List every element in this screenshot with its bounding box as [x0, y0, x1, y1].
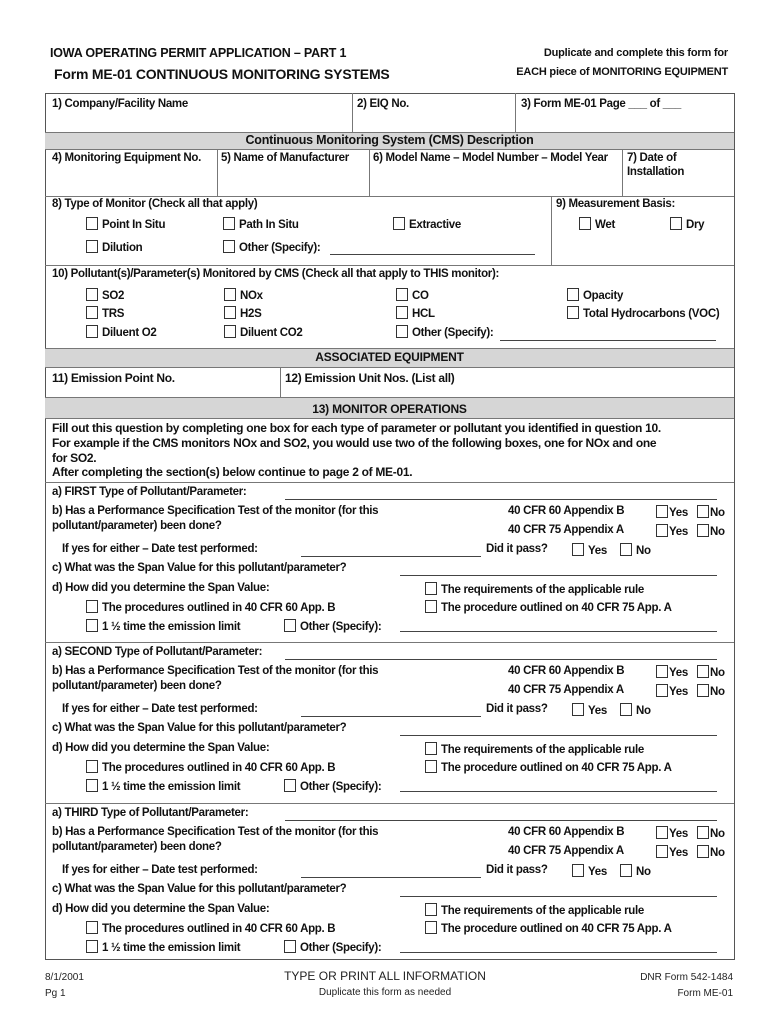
- pst-question: b) Has a Performance Specification Test of the monitor (for this: [52, 665, 379, 677]
- checkbox-icon[interactable]: [656, 665, 668, 678]
- checkbox-icon[interactable]: [86, 921, 98, 934]
- model-field[interactable]: 6) Model Name – Model Number – Model Year: [373, 152, 608, 164]
- associated-heading: ASSOCIATED EQUIPMENT: [315, 350, 464, 364]
- checkbox-icon[interactable]: [425, 582, 437, 595]
- checkbox-icon[interactable]: [86, 940, 98, 953]
- checkbox-icon[interactable]: [656, 505, 668, 518]
- span-value-label: c) What was the Span Value for this pollutant/parameter?: [52, 722, 347, 734]
- checkbox-icon[interactable]: [284, 619, 296, 632]
- span-other-input[interactable]: [400, 631, 717, 632]
- checkbox-path-in-situ[interactable]: Path In Situ: [223, 217, 299, 231]
- install-date-label: Installation: [627, 166, 685, 178]
- pst-question: b) Has a Performance Specification Test of the monitor (for this: [52, 826, 379, 838]
- cfr75-no[interactable]: No: [697, 524, 725, 538]
- pass-yes[interactable]: Yes: [572, 864, 607, 878]
- date-test-input[interactable]: [301, 877, 481, 878]
- checkbox-extractive[interactable]: Extractive: [393, 217, 461, 231]
- footer-date: 8/1/2001: [45, 972, 84, 983]
- cfr60-no[interactable]: No: [697, 665, 725, 679]
- pollutants-label: 10) Pollutant(s)/Parameter(s) Monitored by CMS (Check all that apply to THIS monitor):: [52, 268, 500, 280]
- checkbox-icon[interactable]: [572, 543, 584, 556]
- checkbox-emission-limit[interactable]: 1 ½ time the emission limit: [86, 779, 240, 793]
- pollutant-type-label: a) FIRST Type of Pollutant/Parameter:: [52, 486, 247, 498]
- checkbox-cfr60-procedure[interactable]: The procedures outlined in 40 CFR 60 App. B: [86, 921, 335, 935]
- span-value-label: c) What was the Span Value for this pollutant/parameter?: [52, 883, 347, 895]
- duplicate-note: Duplicate and complete this form for: [543, 47, 728, 59]
- pst-question-2: pollutant/parameter) been done?: [52, 520, 222, 532]
- pass-yes[interactable]: Yes: [572, 543, 607, 557]
- checkbox-so2[interactable]: SO2: [86, 288, 124, 302]
- checkbox-icon[interactable]: [697, 684, 709, 697]
- cfr75-label: 40 CFR 75 Appendix A: [508, 524, 624, 536]
- did-pass-label: Did it pass?: [486, 703, 548, 715]
- checkbox-icon[interactable]: [86, 288, 98, 301]
- checkbox-applicable-rule[interactable]: The requirements of the applicable rule: [425, 582, 644, 596]
- checkbox-opacity[interactable]: Opacity: [567, 288, 623, 302]
- checkbox-span-other[interactable]: Other (Specify):: [284, 619, 381, 633]
- checkbox-point-in-situ[interactable]: Point In Situ: [86, 217, 165, 231]
- pass-no[interactable]: No: [620, 543, 651, 557]
- form-subtitle: Form ME-01 CONTINUOUS MONITORING SYSTEMS: [54, 66, 390, 82]
- checkbox-diluent-co2[interactable]: Diluent CO2: [224, 325, 303, 339]
- checkbox-icon[interactable]: [425, 742, 437, 755]
- cfr60-no[interactable]: No: [697, 826, 725, 840]
- span-value-input[interactable]: [400, 575, 717, 576]
- cfr60-yes[interactable]: Yes: [656, 826, 688, 840]
- checkbox-icon[interactable]: [425, 903, 437, 916]
- checkbox-icon[interactable]: [224, 325, 236, 338]
- checkbox-icon[interactable]: [86, 600, 98, 613]
- date-test-input[interactable]: [301, 556, 481, 557]
- checkbox-icon[interactable]: [620, 703, 632, 716]
- form-title: IOWA OPERATING PERMIT APPLICATION – PART 1: [50, 46, 347, 60]
- checkbox-icon[interactable]: [223, 217, 235, 230]
- checkbox-icon[interactable]: [697, 524, 709, 537]
- checkbox-icon[interactable]: [620, 864, 632, 877]
- span-other-input[interactable]: [400, 952, 717, 953]
- date-test-label: If yes for either – Date test performed:: [62, 864, 258, 876]
- checkbox-dilution[interactable]: Dilution: [86, 240, 142, 254]
- checkbox-icon[interactable]: [86, 306, 98, 319]
- checkbox-icon[interactable]: [697, 665, 709, 678]
- equipment-no-field[interactable]: 4) Monitoring Equipment No.: [52, 152, 202, 164]
- duplicate-note-2: EACH piece of MONITORING EQUIPMENT: [516, 66, 728, 78]
- checkbox-icon[interactable]: [656, 524, 668, 537]
- cfr60-yes[interactable]: Yes: [656, 505, 688, 519]
- checkbox-icon[interactable]: [567, 306, 579, 319]
- footer-instruction: TYPE OR PRINT ALL INFORMATION: [284, 969, 486, 983]
- cms-heading: Continuous Monitoring System (CMS) Description: [245, 133, 534, 147]
- pollutant-type-input[interactable]: [285, 499, 717, 500]
- operations-heading: 13) MONITOR OPERATIONS: [312, 402, 467, 416]
- pollutant-type-input[interactable]: [285, 820, 717, 821]
- checkbox-hcl[interactable]: HCL: [396, 306, 435, 320]
- checkbox-icon[interactable]: [579, 217, 591, 230]
- checkbox-icon[interactable]: [656, 684, 668, 697]
- monitor-type-label: 8) Type of Monitor (Check all that apply): [52, 198, 258, 210]
- footer-page: Pg 1: [45, 988, 66, 999]
- pst-question: b) Has a Performance Specification Test of the monitor (for this: [52, 505, 379, 517]
- pollutant-type-label: a) SECOND Type of Pollutant/Parameter:: [52, 646, 263, 658]
- checkbox-icon[interactable]: [425, 921, 437, 934]
- cfr75-no[interactable]: No: [697, 684, 725, 698]
- pst-question-2: pollutant/parameter) been done?: [52, 841, 222, 853]
- checkbox-applicable-rule[interactable]: The requirements of the applicable rule: [425, 742, 644, 756]
- footer-form-number: DNR Form 542-1484: [640, 972, 733, 983]
- checkbox-icon[interactable]: [223, 240, 235, 253]
- cfr75-label: 40 CFR 75 Appendix A: [508, 845, 624, 857]
- cfr60-yes[interactable]: Yes: [656, 665, 688, 679]
- checkbox-icon[interactable]: [697, 845, 709, 858]
- span-how-label: d) How did you determine the Span Value:: [52, 582, 270, 594]
- page-field[interactable]: 3) Form ME-01 Page ___ of ___: [521, 98, 682, 110]
- emission-point-field[interactable]: 11) Emission Point No.: [52, 371, 175, 385]
- checkbox-icon[interactable]: [86, 619, 98, 632]
- cfr75-yes[interactable]: Yes: [656, 684, 688, 698]
- span-how-label: d) How did you determine the Span Value:: [52, 903, 270, 915]
- checkbox-icon[interactable]: [656, 845, 668, 858]
- checkbox-emission-limit[interactable]: 1 ½ time the emission limit: [86, 619, 240, 633]
- checkbox-icon[interactable]: [425, 760, 437, 773]
- cfr75-label: 40 CFR 75 Appendix A: [508, 684, 624, 696]
- did-pass-label: Did it pass?: [486, 543, 548, 555]
- checkbox-icon[interactable]: [224, 306, 236, 319]
- pass-no[interactable]: No: [620, 864, 651, 878]
- checkbox-diluent-o2[interactable]: Diluent O2: [86, 325, 157, 339]
- checkbox-nox[interactable]: NOx: [224, 288, 263, 302]
- date-test-label: If yes for either – Date test performed:: [62, 543, 258, 555]
- cfr60-label: 40 CFR 60 Appendix B: [508, 665, 625, 677]
- checkbox-cfr75-procedure[interactable]: The procedure outlined on 40 CFR 75 App. A: [425, 600, 672, 614]
- checkbox-emission-limit[interactable]: 1 ½ time the emission limit: [86, 940, 240, 954]
- pollutant-type-label: a) THIRD Type of Pollutant/Parameter:: [52, 807, 249, 819]
- instructions-line: Fill out this question by completing one box for each type of parameter or pollutant you identified in question 10.: [52, 421, 661, 435]
- cfr75-yes[interactable]: Yes: [656, 524, 688, 538]
- checkbox-icon[interactable]: [572, 703, 584, 716]
- checkbox-applicable-rule[interactable]: The requirements of the applicable rule: [425, 903, 644, 917]
- cfr75-no[interactable]: No: [697, 845, 725, 859]
- checkbox-icon[interactable]: [86, 240, 98, 253]
- checkbox-icon[interactable]: [567, 288, 579, 301]
- cfr60-no[interactable]: No: [697, 505, 725, 519]
- pst-question-2: pollutant/parameter) been done?: [52, 680, 222, 692]
- checkbox-icon[interactable]: [572, 864, 584, 877]
- span-value-input[interactable]: [400, 896, 717, 897]
- checkbox-icon[interactable]: [86, 325, 98, 338]
- measurement-basis-label: 9) Measurement Basis:: [556, 198, 675, 210]
- checkbox-icon[interactable]: [86, 217, 98, 230]
- date-test-label: If yes for either – Date test performed:: [62, 703, 258, 715]
- checkbox-co[interactable]: CO: [396, 288, 429, 302]
- span-value-label: c) What was the Span Value for this pollutant/parameter?: [52, 562, 347, 574]
- manufacturer-field[interactable]: 5) Name of Manufacturer: [221, 152, 349, 164]
- type-other-input[interactable]: [330, 254, 535, 255]
- checkbox-icon[interactable]: [86, 779, 98, 792]
- instructions-line: After completing the section(s) below continue to page 2 of ME-01.: [52, 465, 413, 479]
- checkbox-icon[interactable]: [656, 826, 668, 839]
- emission-units-field[interactable]: 12) Emission Unit Nos. (List all): [285, 371, 455, 385]
- checkbox-icon[interactable]: [224, 288, 236, 301]
- instructions-line: For example if the CMS monitors NOx and SO2, you would use two of the following boxes, one for NOx and one: [52, 436, 657, 450]
- eiq-field[interactable]: 2) EIQ No.: [357, 98, 409, 110]
- cfr60-label: 40 CFR 60 Appendix B: [508, 505, 625, 517]
- instructions-line: for SO2.: [52, 451, 97, 465]
- company-field[interactable]: 1) Company/Facility Name: [52, 98, 188, 110]
- checkbox-icon[interactable]: [425, 600, 437, 613]
- checkbox-icon[interactable]: [393, 217, 405, 230]
- checkbox-icon[interactable]: [697, 505, 709, 518]
- span-other-input[interactable]: [400, 791, 717, 792]
- checkbox-icon[interactable]: [620, 543, 632, 556]
- pollutant-type-input[interactable]: [285, 659, 717, 660]
- install-date-field[interactable]: 7) Date of: [627, 152, 677, 164]
- pass-no[interactable]: No: [620, 703, 651, 717]
- checkbox-voc[interactable]: Total Hydrocarbons (VOC): [567, 306, 719, 320]
- pass-yes[interactable]: Yes: [572, 703, 607, 717]
- checkbox-icon[interactable]: [396, 288, 408, 301]
- date-test-input[interactable]: [301, 716, 481, 717]
- did-pass-label: Did it pass?: [486, 864, 548, 876]
- checkbox-icon[interactable]: [284, 940, 296, 953]
- checkbox-type-other[interactable]: Other (Specify):: [223, 240, 320, 254]
- cfr60-label: 40 CFR 60 Appendix B: [508, 826, 625, 838]
- checkbox-pollutant-other[interactable]: Other (Specify):: [396, 325, 493, 339]
- checkbox-wet[interactable]: Wet: [579, 217, 615, 231]
- checkbox-trs[interactable]: TRS: [86, 306, 124, 320]
- span-value-input[interactable]: [400, 735, 717, 736]
- checkbox-dry[interactable]: Dry: [670, 217, 704, 231]
- footer-duplicate-note: Duplicate this form as needed: [318, 987, 452, 998]
- checkbox-span-other[interactable]: Other (Specify):: [284, 779, 381, 793]
- footer-form-id: Form ME-01: [677, 988, 733, 999]
- checkbox-span-other[interactable]: Other (Specify):: [284, 940, 381, 954]
- checkbox-cfr60-procedure[interactable]: The procedures outlined in 40 CFR 60 App. B: [86, 760, 335, 774]
- cfr75-yes[interactable]: Yes: [656, 845, 688, 859]
- checkbox-cfr75-procedure[interactable]: The procedure outlined on 40 CFR 75 App. A: [425, 921, 672, 935]
- checkbox-icon[interactable]: [396, 325, 408, 338]
- checkbox-cfr75-procedure[interactable]: The procedure outlined on 40 CFR 75 App. A: [425, 760, 672, 774]
- checkbox-icon[interactable]: [396, 306, 408, 319]
- checkbox-icon[interactable]: [284, 779, 296, 792]
- checkbox-icon[interactable]: [86, 760, 98, 773]
- pollutant-other-input[interactable]: [500, 340, 716, 341]
- span-how-label: d) How did you determine the Span Value:: [52, 742, 270, 754]
- checkbox-icon[interactable]: [670, 217, 682, 230]
- checkbox-cfr60-procedure[interactable]: The procedures outlined in 40 CFR 60 App. B: [86, 600, 335, 614]
- checkbox-h2s[interactable]: H2S: [224, 306, 261, 320]
- checkbox-icon[interactable]: [697, 826, 709, 839]
